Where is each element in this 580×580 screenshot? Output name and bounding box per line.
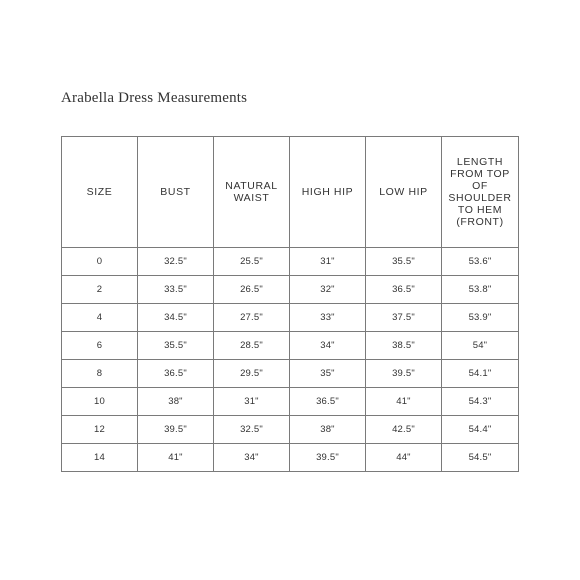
cell-bust: 41" (138, 444, 214, 472)
cell-natural-waist: 26.5" (214, 276, 290, 304)
cell-size: 2 (62, 276, 138, 304)
table-row (62, 276, 519, 304)
header-high-hip: HIGH HIP (290, 137, 366, 248)
header-bust: BUST (138, 137, 214, 248)
header-length: LENGTH FROM TOP OF SHOULDER TO HEM (FRONT) (442, 137, 519, 248)
cell-high-hip: 31" (290, 248, 366, 276)
cell-natural-waist: 29.5" (214, 360, 290, 388)
cell-size: 4 (62, 304, 138, 332)
cell-low-hip: 42.5" (366, 416, 442, 444)
table-row (62, 360, 519, 388)
cell-length: 54" (442, 332, 519, 360)
cell-natural-waist: 31" (214, 388, 290, 416)
measurements-table (61, 136, 519, 472)
cell-bust: 36.5" (138, 360, 214, 388)
table-header-row (62, 137, 519, 248)
cell-bust: 38" (138, 388, 214, 416)
cell-size: 10 (62, 388, 138, 416)
page-title: Arabella Dress Measurements (61, 90, 248, 106)
cell-length: 54.3" (442, 388, 519, 416)
cell-size: 12 (62, 416, 138, 444)
cell-natural-waist: 32.5" (214, 416, 290, 444)
table-row (62, 332, 519, 360)
cell-low-hip: 38.5" (366, 332, 442, 360)
cell-bust: 34.5" (138, 304, 214, 332)
cell-size: 6 (62, 332, 138, 360)
cell-bust: 39.5" (138, 416, 214, 444)
table-row (62, 444, 519, 472)
cell-high-hip: 39.5" (290, 444, 366, 472)
cell-length: 54.1" (442, 360, 519, 388)
cell-low-hip: 36.5" (366, 276, 442, 304)
table-row (62, 304, 519, 332)
cell-length: 53.8" (442, 276, 519, 304)
header-size: SIZE (62, 137, 138, 248)
table-row (62, 416, 519, 444)
cell-size: 0 (62, 248, 138, 276)
cell-low-hip: 44" (366, 444, 442, 472)
cell-natural-waist: 28.5" (214, 332, 290, 360)
cell-low-hip: 41" (366, 388, 442, 416)
cell-natural-waist: 25.5" (214, 248, 290, 276)
cell-length: 54.4" (442, 416, 519, 444)
table-row (62, 388, 519, 416)
cell-high-hip: 36.5" (290, 388, 366, 416)
cell-length: 53.6" (442, 248, 519, 276)
header-low-hip: LOW HIP (366, 137, 442, 248)
cell-length: 53.9" (442, 304, 519, 332)
cell-natural-waist: 34" (214, 444, 290, 472)
cell-size: 14 (62, 444, 138, 472)
cell-high-hip: 33" (290, 304, 366, 332)
cell-high-hip: 35" (290, 360, 366, 388)
cell-low-hip: 37.5" (366, 304, 442, 332)
cell-bust: 32.5" (138, 248, 214, 276)
cell-high-hip: 38" (290, 416, 366, 444)
table-row (62, 248, 519, 276)
cell-high-hip: 34" (290, 332, 366, 360)
cell-high-hip: 32" (290, 276, 366, 304)
cell-low-hip: 35.5" (366, 248, 442, 276)
cell-bust: 33.5" (138, 276, 214, 304)
header-natural-waist: NATURAL WAIST (214, 137, 290, 248)
cell-natural-waist: 27.5" (214, 304, 290, 332)
cell-bust: 35.5" (138, 332, 214, 360)
cell-length: 54.5" (442, 444, 519, 472)
cell-size: 8 (62, 360, 138, 388)
cell-low-hip: 39.5" (366, 360, 442, 388)
